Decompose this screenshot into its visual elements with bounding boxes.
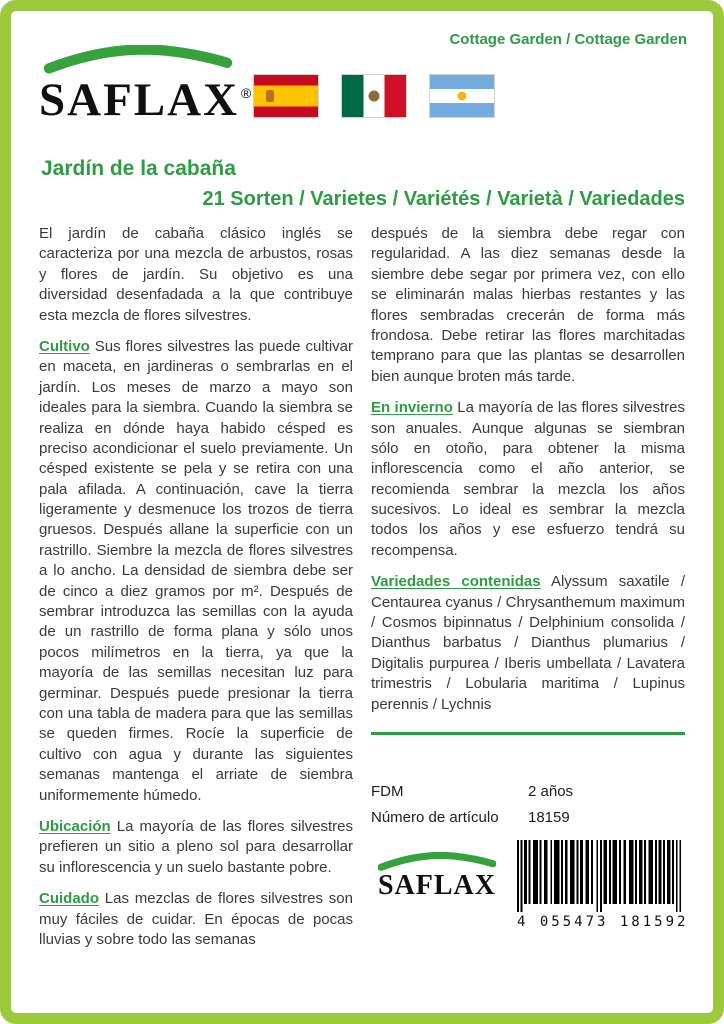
- left-column: [39, 224, 353, 1005]
- cultivo-heading: Cultivo: [39, 337, 90, 355]
- brush-stroke-icon: [378, 852, 496, 872]
- brand-wordmark: [39, 74, 252, 126]
- brand-name: SAFLAX: [39, 74, 240, 126]
- collection-label: Cottage Garden / Cottage Garden: [449, 31, 687, 48]
- brush-stroke-icon: [43, 45, 233, 75]
- ubicacion-paragraph: [39, 817, 353, 878]
- article-number-label: Número de artículo: [371, 808, 499, 826]
- brand-barcode-row: [371, 840, 689, 930]
- divider-rule: [371, 732, 685, 735]
- cuidado-paragraph: [39, 889, 353, 950]
- right-column: [371, 224, 689, 1005]
- flag-mexico-icon: [342, 75, 406, 117]
- barcode: [517, 840, 688, 930]
- ubicacion-text: La mayoría de las flores silvestres prefieren un sitio a pleno sol para desarrollar su inflorescencia y un suelo bastante pobre.: [39, 817, 354, 876]
- variedades-text: Alyssum saxatile / Centaurea cyanus / Chrysanthemum maximum / Cosmos bipinnatus / Delphinium consolida / Dianthus barbatus / Dianthus plumarius / Digitalis purpurea / Iberis umbellata / Lavatera trimestris / Lobularia maritima / Lupinus perennis / Lychnis: [371, 573, 685, 713]
- registered-mark: ®: [241, 85, 252, 102]
- barcode-bars: [517, 840, 688, 912]
- flag-spain-icon: [254, 75, 318, 117]
- flag-argentina-icon: [430, 75, 494, 117]
- mexico-emblem: [369, 91, 380, 102]
- fdm-value: 2 años: [528, 782, 574, 800]
- spec-table: [371, 783, 685, 826]
- varieties-subtitle: 21 Sorten / Varietes / Variétés / Varietà / Variedades: [202, 188, 685, 210]
- spain-emblem: [266, 90, 274, 102]
- cuidado-text: Las mezclas de flores silvestres son muy fáciles de cuidar. En épocas de pocas lluvias y sobre todo las semanas: [39, 890, 353, 948]
- body-columns: [39, 224, 689, 1005]
- saflax-logo: [39, 45, 252, 126]
- saflax-logo-small: [371, 840, 503, 900]
- product-title: Jardín de la cabaña: [41, 157, 236, 180]
- variedades-paragraph: [371, 572, 685, 715]
- cuidado-heading: Cuidado: [39, 890, 99, 908]
- fdm-label: FDM: [371, 782, 404, 800]
- intro-text: El jardín de cabaña clásico inglés se caracteriza por una mezcla de arbustos, rosas y flores de jardín. Su objetivo es una diversidad desenfadada a la que contribuye esta mezcla de flores silvestres.: [39, 225, 353, 324]
- invierno-text: La mayoría de las flores silvestres son anuales. Aunque algunas se siembran sólo en otoño, para obtener la misma inflorescencia como el año anterior, se recomienda sembrar la mezcla los años sucesivos. Lo ideal es sembrar la mezcla todos los años y ese esfuerzo tendrá su recompensa.: [371, 399, 686, 559]
- ubicacion-heading: Ubicación: [39, 817, 111, 835]
- intro-paragraph: [39, 224, 353, 326]
- barcode-digits: 4 055473 181592: [517, 913, 689, 930]
- argentina-sun: [458, 92, 467, 101]
- cuidado-continuation-text: después de la siembra debe regar con regularidad. A las diez semanas desde la siembre debe segar por primera vez, con ello se eliminarán malas hierbas restantes y las flores sembradas crecerán de forma más frondosa. Debe retirar las flores marchitadas temprano para que las plantas se desarrollen bien aunque broten más tarde.: [371, 225, 685, 385]
- cuidado-continuation-paragraph: [371, 224, 685, 387]
- invierno-paragraph: [371, 398, 685, 561]
- cultivo-text: Sus flores silvestres las puede cultivar en maceta, en jardineras o sembrarlas en el jardín. Los meses de marzo a mayo son ideales para la siembra. Cuando la siembra se realiza en dónde haya habido césped es preciso acondicionar el suelo previamente. Un césped existente se pela y se retira con una pala afilada. A continuación, cave la tierra ligeramente y desmenuce los trozos de tierra gruesos. Después allane la superficie con un rastrillo. Siembre la mezcla de flores silvestres a lo ancho. La densidad de siembra debe ser de cinco a diez gramos por m². Después de sembrar introduzca las semillas con la ayuda de un rastrillo de forma plana y sólo unos pocos milímetros en la tierra, ya que la mayoría de las semillas necesitan luz para germinar. Después puede presionar la tierra con una tabla de madera para que las semillas se queden firmes. Rocíe la superficie de cultivo con agua y durante las siguientes semanas mantenga el arriate de siembra uniformemente húmedo.: [39, 337, 353, 804]
- article-number-value: 18159: [528, 808, 570, 826]
- brand-wordmark-small: SAFLAX: [377, 869, 496, 901]
- flags-row: [254, 75, 494, 117]
- cultivo-paragraph: [39, 337, 353, 806]
- variedades-heading: Variedades contenidas: [371, 573, 541, 591]
- invierno-heading: En invierno: [371, 399, 453, 417]
